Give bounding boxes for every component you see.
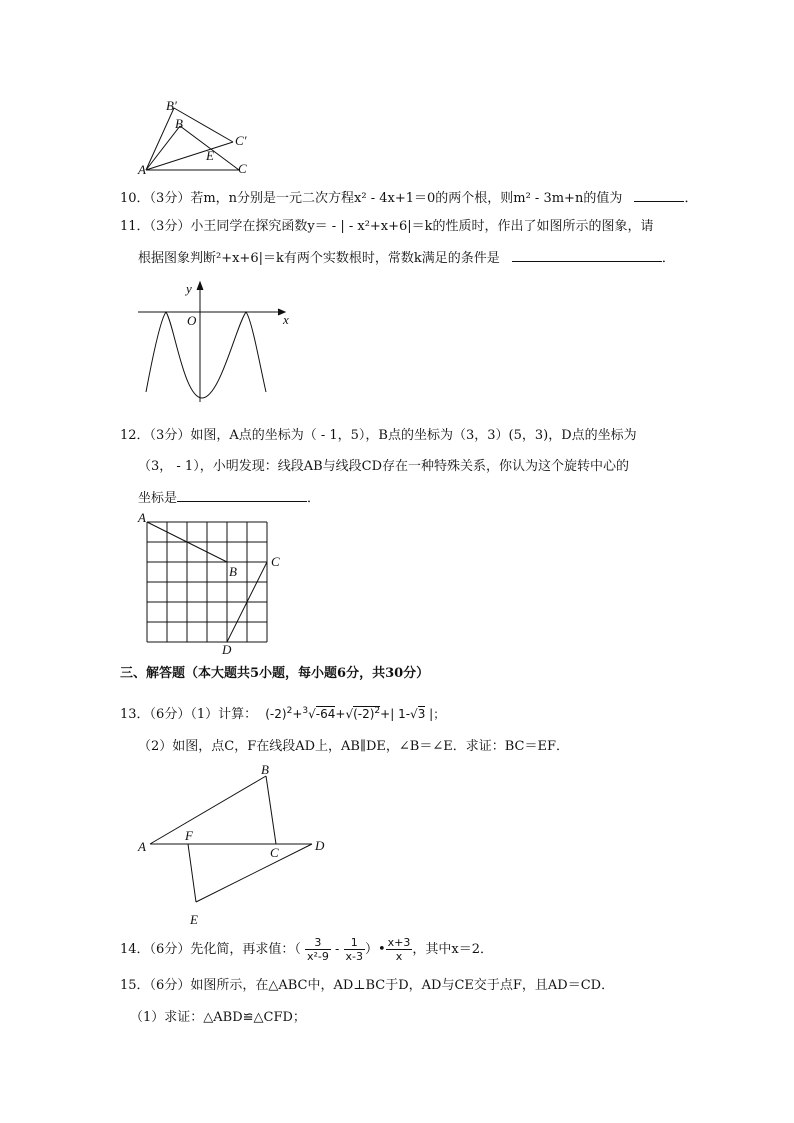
- question-text: 若m，n分别是一元二次方程x² - 4x+1＝0的两个根，则m² - 3m+n的值为: [190, 191, 623, 206]
- radicand: $(-2)^2$: [353, 706, 381, 721]
- question-text: （1）求证：△ABD≌△CFD；: [130, 1010, 306, 1025]
- radical-sign: √: [410, 707, 418, 721]
- question-text: 根据图象判断²+x+6|＝k有两个实数根时，常数k满足的条件是: [138, 251, 500, 266]
- question-score: （3分）: [149, 428, 191, 443]
- fraction-denominator: x²-9: [306, 950, 329, 963]
- label-B: B: [229, 564, 237, 579]
- answer-blank[interactable]: [177, 489, 307, 502]
- fraction-denominator: x: [395, 950, 403, 963]
- question-text: （3， - 1），小明发现：线段AB与线段CD存在一种特殊关系，你认为这个旋转中心的: [138, 459, 630, 474]
- label-C: C: [270, 845, 279, 860]
- question-13-part-2: [138, 739, 569, 755]
- question-score: （6分）: [149, 978, 191, 993]
- function-graph: [132, 280, 302, 410]
- fraction-3: [386, 936, 413, 963]
- fraction-numerator: 3: [305, 936, 331, 950]
- question-text: 如图，A点的坐标为（ - 1，5），B点的坐标为（3，3）(5，3)，D点的坐标为: [190, 428, 637, 443]
- fraction-2: [344, 936, 365, 963]
- question-end: ．: [684, 191, 698, 206]
- radical-sign: √: [308, 707, 316, 721]
- question-12-line-3: [138, 489, 320, 507]
- origin-label: O: [187, 313, 197, 328]
- question-score: （3分）: [149, 191, 191, 206]
- math-expression: [265, 707, 445, 721]
- cube-root-index: 3: [302, 706, 309, 716]
- question-number: 12．: [120, 428, 150, 443]
- section-3-title: [120, 666, 429, 682]
- question-15-line-1: [120, 978, 614, 994]
- question-text: ，其中x＝2．: [412, 942, 493, 957]
- fraction-numerator: x+3: [387, 936, 411, 949]
- triangles-diagram: [140, 98, 270, 178]
- radicand: -64: [315, 707, 336, 721]
- abs-open: | 1-: [390, 707, 411, 721]
- question-score: （6分）: [149, 707, 191, 722]
- question-text: ）•: [364, 942, 386, 957]
- label-B-prime: B′: [166, 98, 177, 113]
- label-D: D: [315, 838, 325, 853]
- question-13-part-1: [120, 703, 445, 723]
- label-E: E: [190, 912, 198, 927]
- expr-plus: +: [292, 707, 303, 721]
- question-text: 如图所示，在△ABC中，AD⊥BC于D，AD与CE交于点F，且AD＝CD．: [190, 978, 615, 993]
- fraction-denominator: x-3: [345, 950, 363, 963]
- question-number: 14．: [120, 942, 150, 957]
- question-number: 10．: [120, 191, 150, 206]
- minus-sign: -: [335, 942, 340, 956]
- question-text: 小王同学在探究函数y＝ - | - x²+x+6|＝k的性质时，作出了如图所示的图象，请: [190, 219, 654, 234]
- question-text: （2）如图，点C，F在线段AD上，AB∥DE，∠B＝∠E．求证：BC＝EF．: [138, 739, 569, 754]
- question-10: [120, 189, 697, 207]
- expr-base: (-2): [265, 707, 287, 721]
- question-text: 坐标是: [138, 491, 178, 506]
- parallel-lines-diagram: [140, 760, 330, 920]
- label-D: D: [222, 642, 232, 657]
- expr-plus: +: [380, 707, 391, 721]
- label-C: C: [238, 161, 247, 176]
- question-11-line-2: [138, 249, 675, 267]
- question-number: 11．: [120, 219, 150, 234]
- label-B: B: [175, 116, 183, 131]
- question-end: ．: [661, 251, 675, 266]
- answer-blank[interactable]: [634, 189, 684, 202]
- label-A: A: [138, 162, 146, 177]
- answer-blank[interactable]: [512, 249, 662, 262]
- radicand: 3: [417, 707, 426, 721]
- section-title-text: 三、解答题（本大题共5小题，每小题6分，共30分）: [120, 666, 430, 681]
- question-14: [120, 934, 493, 965]
- grid-diagram: [145, 518, 275, 648]
- abs-close: |；: [425, 707, 446, 721]
- question-11-line-1: [120, 219, 654, 235]
- question-text: 先化简，再求值：（: [190, 942, 301, 957]
- question-12-line-2: [138, 459, 629, 475]
- radical-sign: √: [345, 707, 354, 721]
- question-15-part-1: [130, 1010, 306, 1026]
- question-score: （3分）: [149, 219, 191, 234]
- label-C-prime: C′: [235, 133, 247, 148]
- question-end: ．: [307, 491, 321, 506]
- label-A: A: [138, 839, 146, 854]
- question-12-line-1: [120, 428, 637, 444]
- question-number: 15．: [120, 978, 150, 993]
- expr-power: 2: [286, 706, 293, 716]
- label-B: B: [261, 762, 269, 777]
- axis-label-y: y: [186, 281, 192, 296]
- question-score: （6分）: [149, 942, 191, 957]
- question-number: 13．: [120, 707, 150, 722]
- label-F: F: [185, 828, 193, 843]
- fraction-numerator: 1: [344, 936, 365, 950]
- fraction-1: [305, 936, 331, 963]
- axis-label-x: x: [283, 312, 289, 327]
- label-A: A: [138, 510, 146, 525]
- expr-plus: +: [335, 707, 346, 721]
- part-label: （1）计算：: [190, 707, 258, 722]
- label-C: C: [271, 554, 280, 569]
- label-E: E: [206, 148, 214, 163]
